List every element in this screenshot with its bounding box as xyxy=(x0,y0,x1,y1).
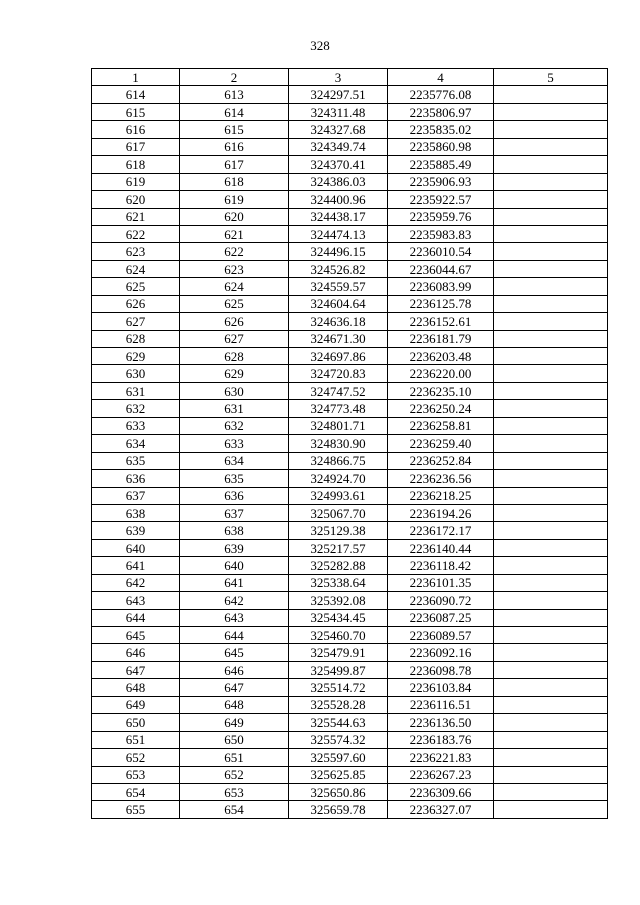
table-cell: 619 xyxy=(92,173,180,190)
table-cell: 650 xyxy=(180,731,289,748)
table-cell: 2235860.98 xyxy=(388,138,494,155)
table-cell: 654 xyxy=(92,783,180,800)
table-cell: 638 xyxy=(180,522,289,539)
table-cell: 637 xyxy=(92,487,180,504)
table-cell: 325434.45 xyxy=(289,609,388,626)
table-cell: 625 xyxy=(92,278,180,295)
table-cell: 625 xyxy=(180,295,289,312)
table-row xyxy=(92,452,608,469)
table-cell: 623 xyxy=(180,260,289,277)
coordinates-table xyxy=(91,68,608,819)
table-row xyxy=(92,661,608,678)
table-cell: 614 xyxy=(180,103,289,120)
table-cell: 624 xyxy=(92,260,180,277)
table-cell: 630 xyxy=(92,365,180,382)
table-cell: 636 xyxy=(180,487,289,504)
table-cell: 647 xyxy=(180,679,289,696)
table-cell: 2236309.66 xyxy=(388,783,494,800)
table-cell: 649 xyxy=(180,714,289,731)
table-cell: 2236235.10 xyxy=(388,382,494,399)
table-row xyxy=(92,487,608,504)
table-cell xyxy=(494,714,608,731)
table-cell: 324311.48 xyxy=(289,103,388,120)
table-cell: 324604.64 xyxy=(289,295,388,312)
table-cell xyxy=(494,330,608,347)
table-row xyxy=(92,714,608,731)
table-cell: 645 xyxy=(92,627,180,644)
table-cell: 635 xyxy=(92,452,180,469)
table-cell: 653 xyxy=(180,783,289,800)
table-row xyxy=(92,435,608,452)
table-cell: 633 xyxy=(180,435,289,452)
table-row xyxy=(92,295,608,312)
table-cell: 651 xyxy=(180,749,289,766)
table-cell: 324386.03 xyxy=(289,173,388,190)
table-cell: 620 xyxy=(92,191,180,208)
table-cell: 632 xyxy=(92,400,180,417)
table-cell: 324474.13 xyxy=(289,225,388,242)
table-row xyxy=(92,348,608,365)
table-cell xyxy=(494,86,608,103)
table-row xyxy=(92,766,608,783)
table-cell: 633 xyxy=(92,417,180,434)
table-cell: 2236087.25 xyxy=(388,609,494,626)
table-cell: 630 xyxy=(180,382,289,399)
table-cell: 627 xyxy=(92,313,180,330)
table-cell: 622 xyxy=(180,243,289,260)
table-cell xyxy=(494,644,608,661)
table-cell: 632 xyxy=(180,417,289,434)
table-cell: 2236092.16 xyxy=(388,644,494,661)
header-cell: 1 xyxy=(92,69,180,86)
table-cell: 616 xyxy=(92,121,180,138)
table-cell: 623 xyxy=(92,243,180,260)
table-cell: 627 xyxy=(180,330,289,347)
table-row xyxy=(92,592,608,609)
table-cell: 628 xyxy=(180,348,289,365)
table-cell: 626 xyxy=(92,295,180,312)
table-cell: 634 xyxy=(180,452,289,469)
table-row xyxy=(92,86,608,103)
table-cell: 650 xyxy=(92,714,180,731)
table-cell: 325528.28 xyxy=(289,696,388,713)
table-cell: 325597.60 xyxy=(289,749,388,766)
table-row xyxy=(92,644,608,661)
table-cell: 2236103.84 xyxy=(388,679,494,696)
table-cell: 621 xyxy=(92,208,180,225)
table-cell: 654 xyxy=(180,801,289,818)
table-cell: 324526.82 xyxy=(289,260,388,277)
table-cell: 631 xyxy=(92,382,180,399)
table-row xyxy=(92,156,608,173)
table-cell: 324559.57 xyxy=(289,278,388,295)
table-cell xyxy=(494,452,608,469)
table-cell: 645 xyxy=(180,644,289,661)
table-cell: 325574.32 xyxy=(289,731,388,748)
table-cell xyxy=(494,103,608,120)
table-cell: 325338.64 xyxy=(289,574,388,591)
table-cell: 617 xyxy=(180,156,289,173)
table-cell: 2236252.84 xyxy=(388,452,494,469)
table-cell: 637 xyxy=(180,504,289,521)
table-row xyxy=(92,365,608,382)
table-cell: 646 xyxy=(92,644,180,661)
table-cell: 2236090.72 xyxy=(388,592,494,609)
table-cell xyxy=(494,243,608,260)
table-cell: 2236083.99 xyxy=(388,278,494,295)
table-cell xyxy=(494,348,608,365)
table-cell xyxy=(494,609,608,626)
table-cell: 2235835.02 xyxy=(388,121,494,138)
table-cell: 634 xyxy=(92,435,180,452)
table-cell: 324773.48 xyxy=(289,400,388,417)
table-cell: 2235885.49 xyxy=(388,156,494,173)
table-cell xyxy=(494,191,608,208)
table-cell xyxy=(494,121,608,138)
table-cell: 628 xyxy=(92,330,180,347)
table-cell xyxy=(494,783,608,800)
table-cell xyxy=(494,539,608,556)
table-cell: 325650.86 xyxy=(289,783,388,800)
table-row xyxy=(92,679,608,696)
table-row xyxy=(92,225,608,242)
table-cell: 617 xyxy=(92,138,180,155)
table-row xyxy=(92,330,608,347)
table-cell: 2236140.44 xyxy=(388,539,494,556)
table-row xyxy=(92,121,608,138)
table-row xyxy=(92,783,608,800)
table-cell: 2235983.83 xyxy=(388,225,494,242)
table-row xyxy=(92,801,608,818)
table-cell xyxy=(494,295,608,312)
table-cell: 324636.18 xyxy=(289,313,388,330)
table-row xyxy=(92,191,608,208)
table-cell xyxy=(494,260,608,277)
table-cell: 642 xyxy=(180,592,289,609)
table-cell: 642 xyxy=(92,574,180,591)
table-row xyxy=(92,417,608,434)
table-cell: 2236136.50 xyxy=(388,714,494,731)
table-cell: 324297.51 xyxy=(289,86,388,103)
table-cell: 2235806.97 xyxy=(388,103,494,120)
table-cell: 2236125.78 xyxy=(388,295,494,312)
table-cell xyxy=(494,574,608,591)
table-cell: 2236101.35 xyxy=(388,574,494,591)
table-cell: 655 xyxy=(92,801,180,818)
table-cell: 325659.78 xyxy=(289,801,388,818)
table-cell: 646 xyxy=(180,661,289,678)
table-row xyxy=(92,208,608,225)
table-cell: 652 xyxy=(180,766,289,783)
table-cell xyxy=(494,661,608,678)
table-row xyxy=(92,609,608,626)
table-cell: 647 xyxy=(92,661,180,678)
table-cell xyxy=(494,592,608,609)
table-cell: 643 xyxy=(92,592,180,609)
table-cell: 629 xyxy=(92,348,180,365)
table-cell: 2236183.76 xyxy=(388,731,494,748)
table-cell: 2236236.56 xyxy=(388,470,494,487)
table-cell: 621 xyxy=(180,225,289,242)
table-cell: 624 xyxy=(180,278,289,295)
table-cell xyxy=(494,208,608,225)
table-cell: 648 xyxy=(92,679,180,696)
table-cell: 616 xyxy=(180,138,289,155)
table-row xyxy=(92,243,608,260)
table-cell: 325479.91 xyxy=(289,644,388,661)
header-cell: 5 xyxy=(494,69,608,86)
table-cell: 324400.96 xyxy=(289,191,388,208)
table-cell: 613 xyxy=(180,86,289,103)
table-cell xyxy=(494,557,608,574)
table-cell: 324370.41 xyxy=(289,156,388,173)
table-cell xyxy=(494,435,608,452)
table-cell: 649 xyxy=(92,696,180,713)
table-cell: 324327.68 xyxy=(289,121,388,138)
table-cell: 648 xyxy=(180,696,289,713)
table-cell: 324801.71 xyxy=(289,417,388,434)
table-cell: 2236259.40 xyxy=(388,435,494,452)
table-cell: 2236221.83 xyxy=(388,749,494,766)
table-cell: 2236118.42 xyxy=(388,557,494,574)
table-cell: 629 xyxy=(180,365,289,382)
table-cell xyxy=(494,731,608,748)
page-number: 328 xyxy=(310,38,330,53)
table-cell: 2236181.79 xyxy=(388,330,494,347)
table-row xyxy=(92,522,608,539)
table-cell: 639 xyxy=(180,539,289,556)
table-cell: 2236250.24 xyxy=(388,400,494,417)
table-row xyxy=(92,557,608,574)
table-cell xyxy=(494,278,608,295)
table-cell: 324671.30 xyxy=(289,330,388,347)
table-cell: 2236172.17 xyxy=(388,522,494,539)
table-cell: 626 xyxy=(180,313,289,330)
table-cell: 2236220.00 xyxy=(388,365,494,382)
table-row xyxy=(92,731,608,748)
table-row xyxy=(92,382,608,399)
table-cell: 2236098.78 xyxy=(388,661,494,678)
table-cell: 636 xyxy=(92,470,180,487)
table-cell: 324720.83 xyxy=(289,365,388,382)
table-cell xyxy=(494,173,608,190)
table-header-row xyxy=(92,69,608,86)
table-cell: 2235959.76 xyxy=(388,208,494,225)
table-cell: 325625.85 xyxy=(289,766,388,783)
table-cell xyxy=(494,470,608,487)
table-row xyxy=(92,173,608,190)
table-cell: 631 xyxy=(180,400,289,417)
table-cell: 2236218.25 xyxy=(388,487,494,504)
header-cell: 3 xyxy=(289,69,388,86)
table-cell: 324866.75 xyxy=(289,452,388,469)
table-cell xyxy=(494,627,608,644)
table-cell: 2235922.57 xyxy=(388,191,494,208)
table-cell: 325460.70 xyxy=(289,627,388,644)
table-cell xyxy=(494,766,608,783)
table-cell: 324697.86 xyxy=(289,348,388,365)
table-cell: 2236089.57 xyxy=(388,627,494,644)
table-cell: 620 xyxy=(180,208,289,225)
table-cell: 324496.15 xyxy=(289,243,388,260)
table-row xyxy=(92,696,608,713)
table-cell: 641 xyxy=(92,557,180,574)
table-cell: 324993.61 xyxy=(289,487,388,504)
table-cell: 2236327.07 xyxy=(388,801,494,818)
table-cell: 651 xyxy=(92,731,180,748)
table-cell xyxy=(494,417,608,434)
table-body xyxy=(92,86,608,818)
table-cell: 653 xyxy=(92,766,180,783)
table-cell: 325217.57 xyxy=(289,539,388,556)
table-cell: 652 xyxy=(92,749,180,766)
table-cell: 643 xyxy=(180,609,289,626)
table-cell: 2236010.54 xyxy=(388,243,494,260)
table-cell: 2236267.23 xyxy=(388,766,494,783)
table-row xyxy=(92,313,608,330)
table-cell: 325499.87 xyxy=(289,661,388,678)
table-row xyxy=(92,400,608,417)
table-cell: 640 xyxy=(180,557,289,574)
table-cell: 615 xyxy=(180,121,289,138)
table-cell: 644 xyxy=(92,609,180,626)
table-cell: 638 xyxy=(92,504,180,521)
table-row xyxy=(92,627,608,644)
table-cell xyxy=(494,679,608,696)
table-cell: 2236152.61 xyxy=(388,313,494,330)
table-cell: 324747.52 xyxy=(289,382,388,399)
table-cell xyxy=(494,313,608,330)
table-cell: 639 xyxy=(92,522,180,539)
table-cell xyxy=(494,365,608,382)
table-cell: 618 xyxy=(92,156,180,173)
table-cell xyxy=(494,382,608,399)
header-cell: 2 xyxy=(180,69,289,86)
table-cell xyxy=(494,138,608,155)
table-cell: 324924.70 xyxy=(289,470,388,487)
table-row xyxy=(92,574,608,591)
table-cell: 324349.74 xyxy=(289,138,388,155)
table-cell xyxy=(494,504,608,521)
table-cell: 641 xyxy=(180,574,289,591)
table-cell: 324438.17 xyxy=(289,208,388,225)
table-cell: 325067.70 xyxy=(289,504,388,521)
table-row xyxy=(92,504,608,521)
table-cell: 614 xyxy=(92,86,180,103)
table-cell xyxy=(494,156,608,173)
table-cell xyxy=(494,400,608,417)
table-cell: 615 xyxy=(92,103,180,120)
table-cell xyxy=(494,696,608,713)
table-cell xyxy=(494,749,608,766)
table-row xyxy=(92,470,608,487)
table-cell xyxy=(494,522,608,539)
table-cell: 325392.08 xyxy=(289,592,388,609)
table-cell: 618 xyxy=(180,173,289,190)
table-cell: 2235776.08 xyxy=(388,86,494,103)
table-cell: 2236116.51 xyxy=(388,696,494,713)
table-cell xyxy=(494,225,608,242)
table-cell: 622 xyxy=(92,225,180,242)
table-row xyxy=(92,138,608,155)
table-cell: 325282.88 xyxy=(289,557,388,574)
table-cell: 619 xyxy=(180,191,289,208)
table-row xyxy=(92,278,608,295)
table-cell: 325544.63 xyxy=(289,714,388,731)
header-cell: 4 xyxy=(388,69,494,86)
table-cell: 2236194.26 xyxy=(388,504,494,521)
table-cell xyxy=(494,487,608,504)
table-row xyxy=(92,539,608,556)
table-cell: 324830.90 xyxy=(289,435,388,452)
table-cell: 644 xyxy=(180,627,289,644)
table-row xyxy=(92,260,608,277)
table-row xyxy=(92,103,608,120)
table-cell: 635 xyxy=(180,470,289,487)
table-cell: 2235906.93 xyxy=(388,173,494,190)
table-cell: 325514.72 xyxy=(289,679,388,696)
table-row xyxy=(92,749,608,766)
table-cell: 325129.38 xyxy=(289,522,388,539)
table-cell: 640 xyxy=(92,539,180,556)
table-cell xyxy=(494,801,608,818)
table-cell: 2236203.48 xyxy=(388,348,494,365)
table-cell: 2236044.67 xyxy=(388,260,494,277)
table-cell: 2236258.81 xyxy=(388,417,494,434)
